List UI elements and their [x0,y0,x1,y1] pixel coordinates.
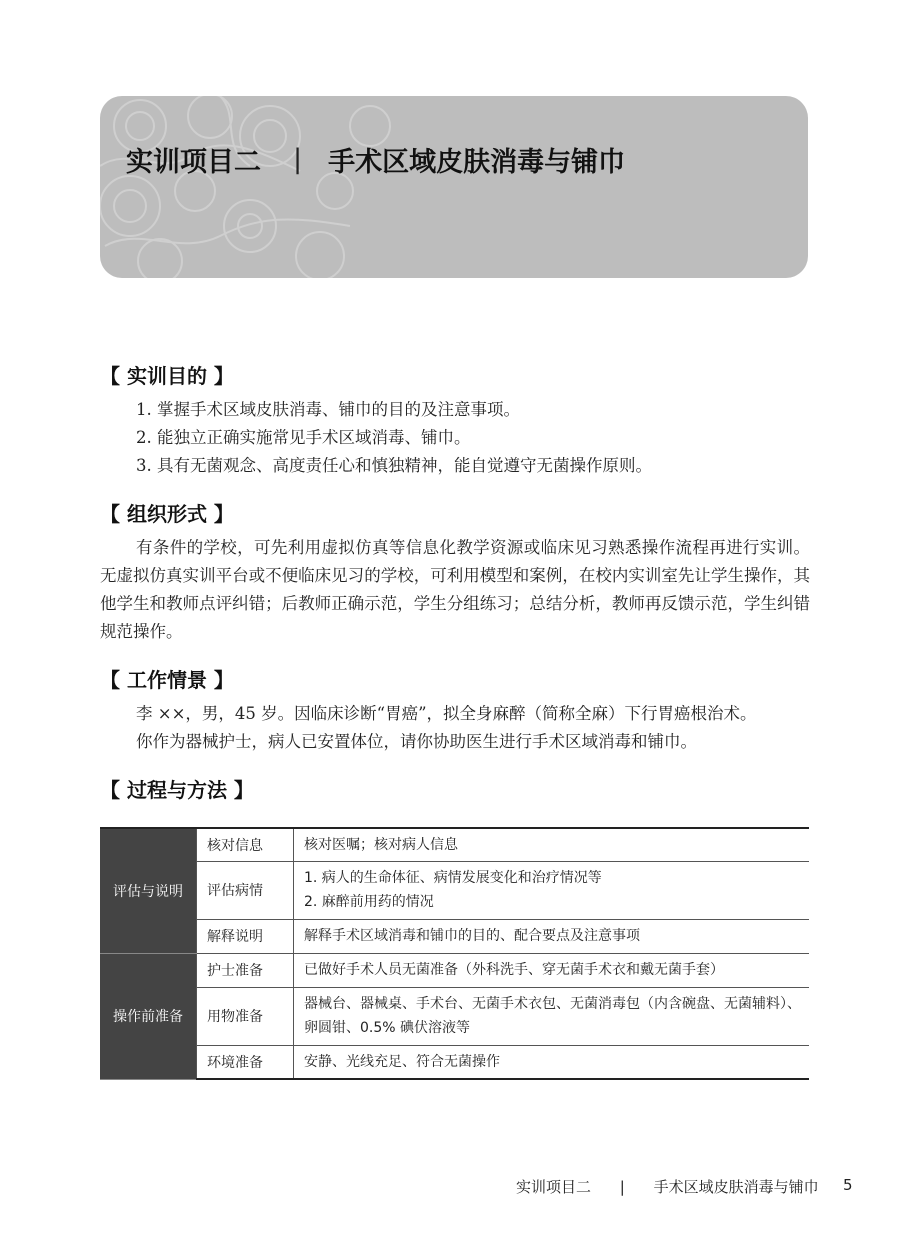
content-line: 卵圆钳、0.5% 碘伏溶液等 [304,1020,471,1036]
page-number: 5 [843,1176,853,1194]
section-heading-process: 【 过程与方法 】 [100,778,254,802]
banner-separator: | [293,144,303,175]
page-footer [516,1176,819,1197]
content-line: 解释手术区域消毒和铺巾的目的、配合要点及注意事项 [304,928,640,944]
floral-pattern-decoration [100,96,808,278]
section-heading-organization: 【 组织形式 】 [100,502,234,526]
table-row [100,987,809,1045]
footer-project: 实训项目二 [516,1178,592,1196]
section-process [100,776,810,804]
group-label-preparation: 操作前准备 [100,953,197,1079]
chapter-banner [100,96,808,278]
table-row [100,861,809,919]
row-content [294,861,810,919]
row-item: 解释说明 [197,919,294,953]
section-heading-objectives: 【 实训目的 】 [100,364,234,388]
scenario-line: 你作为器械护士，病人已安置体位，请你协助医生进行手术区域消毒和铺巾。 [136,732,697,751]
content-line: 核对医嘱；核对病人信息 [304,836,458,853]
content-line: 器械台、器械桌、手术台、无菌手术衣包、无菌消毒包（内含碗盘、无菌辅料）、 [304,996,801,1012]
row-content [294,1045,810,1079]
table-row [100,919,809,953]
row-item: 评估病情 [197,861,294,919]
banner-project: 实训项目二 [126,147,261,178]
row-item: 用物准备 [197,987,294,1045]
group-label-assessment: 评估与说明 [100,828,197,953]
section-heading-scenario: 【 工作情景 】 [100,668,234,692]
content-line: 1. 病人的生命体征、病情发展变化和治疗情况等 [304,870,602,886]
row-content [294,919,810,953]
footer-title: 手术区域皮肤消毒与铺巾 [653,1178,819,1196]
process-table [100,827,809,1080]
objective-item: 2. 能独立正确实施常见手术区域消毒、铺巾。 [136,428,471,447]
row-item: 环境准备 [197,1045,294,1079]
content-line: 安静、光线充足、符合无菌操作 [304,1053,500,1070]
section-scenario [100,666,810,756]
row-content [294,953,810,987]
banner-title [126,140,625,179]
row-content [294,987,810,1045]
content-line: 已做好手术人员无菌准备（外科洗手、穿无菌手术衣和戴无菌手套） [304,962,724,978]
table-row [100,953,809,987]
organization-paragraph: 有条件的学校，可先利用虚拟仿真等信息化教学资源或临床见习熟悉操作流程再进行实训。无虚拟仿真实训平台或不便临床见习的学校，可利用模型和案例，在校内实训室先让学生操作，其他学生和教师点评纠错；后教师正确示范，学生分组练习；总结分析，教师再反馈示范，学生纠错规范操作。 [100,538,810,641]
section-organization [100,500,810,646]
banner-title-text: 手术区域皮肤消毒与铺巾 [328,147,626,178]
row-content [294,828,810,861]
scenario-line: 李 ××，男，45 岁。因临床诊断“胃癌”，拟全身麻醉（简称全麻）下行胃癌根治术。 [136,704,757,723]
row-item: 核对信息 [197,828,294,861]
section-objectives [100,362,810,480]
row-item: 护士准备 [197,953,294,987]
footer-separator: | [619,1178,625,1196]
table-row [100,1045,809,1079]
objective-item: 1. 掌握手术区域皮肤消毒、铺巾的目的及注意事项。 [136,400,520,419]
objective-item: 3. 具有无菌观念、高度责任心和慎独精神，能自觉遵守无菌操作原则。 [136,456,652,475]
content-line: 2. 麻醉前用药的情况 [304,894,434,910]
table-row [100,828,809,861]
